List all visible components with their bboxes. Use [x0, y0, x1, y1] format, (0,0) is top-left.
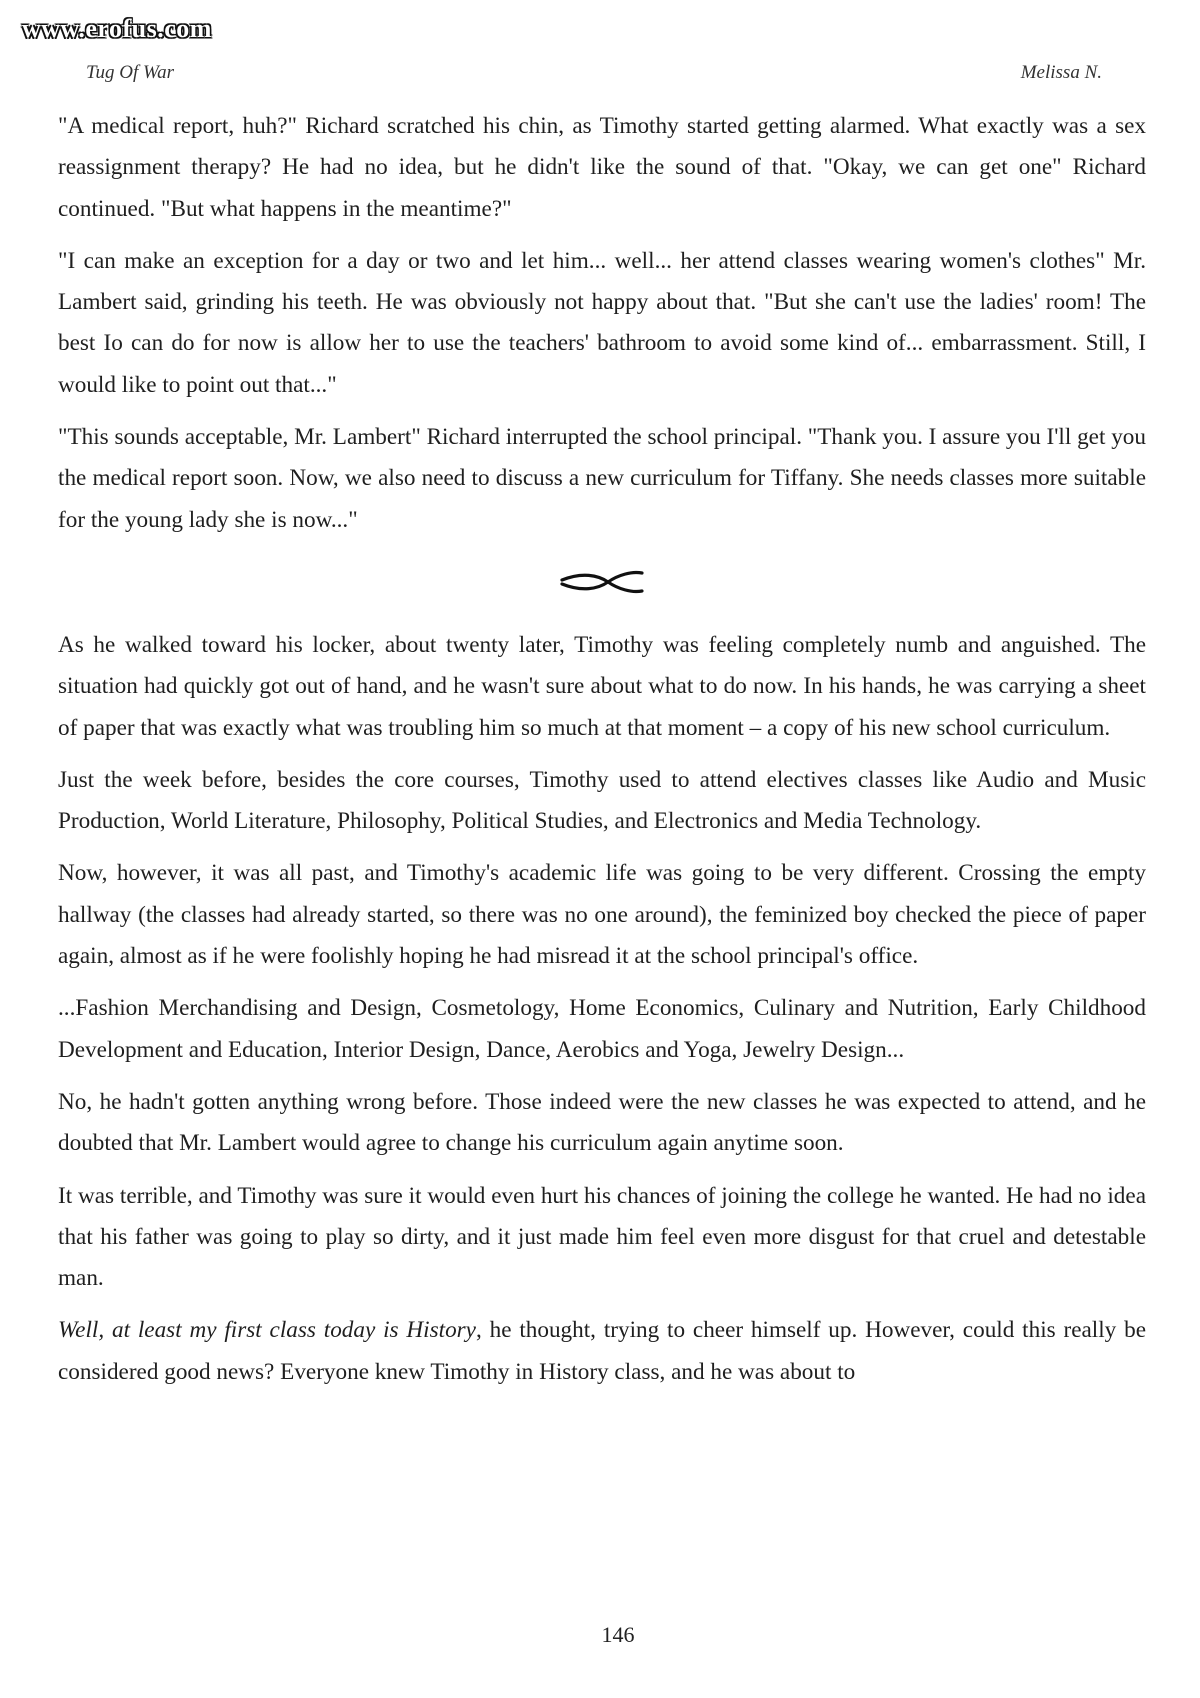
- paragraph: It was terrible, and Timothy was sure it would even hurt his chances of joining the college he wanted. He had no idea that his father was going to play so dirty, and it just made him feel even more disgust for that cruel and detestable man.: [58, 1182, 1146, 1292]
- paragraph: "This sounds acceptable, Mr. Lambert" Richard interrupted the school principal. "Thank you. I assure you I'll get you the medical report soon. Now, we also need to discuss a new curriculum for Tiffany. She needs classes more suitable for the young lady she is now...": [58, 424, 1146, 533]
- paragraph: As he walked toward his locker, about twenty later, Timothy was feeling completely numb and anguished. The situation had quickly got out of hand, and he wasn't sure about what to do now. In his hands, he was carrying a sheet of paper that was exactly what was troubling him so much at that moment – a copy of his new school curriculum.: [58, 632, 1146, 741]
- paragraph: "A medical report, huh?" Richard scratched his chin, as Timothy started getting alarmed. What exactly was a sex reassignment therapy? He had no idea, but he didn't like the sound of that. "Okay, we can get one" Richard continued. "But what happens in the meantime?": [58, 113, 1146, 222]
- section-separator-icon: [560, 567, 644, 597]
- paragraph-continuation: , he thought, trying to cheer himself up. However, could this really be considered good news? Everyone knew Timothy in History class, and he was about to: [58, 1317, 1146, 1385]
- site-watermark: www.erofus.com: [22, 14, 212, 43]
- text-section-before: [58, 106, 1146, 552]
- author-name: Melissa N.: [1020, 62, 1102, 83]
- paragraph: ...Fashion Merchandising and Design, Cosmetology, Home Economics, Culinary and Nutrition, Early Childhood Development and Education, Interior Design, Dance, Aerobics and Yoga, Jewelry Design...: [58, 995, 1146, 1063]
- paragraph: Just the week before, besides the core courses, Timothy used to attend electives classes like Audio and Music Production, World Literature, Philosophy, Political Studies, and Electronics and Media Technology.: [58, 766, 1146, 835]
- italic-thought: Well, at least my first class today is History: [58, 1317, 476, 1344]
- text-section-after: [58, 625, 1146, 1404]
- page-number: 146: [601, 1622, 635, 1647]
- paragraph: "I can make an exception for a day or two and let him... well... her attend classes wearing women's clothes" Mr. Lambert said, grinding his teeth. He was obviously not happy about that. "But she can't use the ladies' room! The best Io can do for now is allow her to use the teachers' bathroom to avoid some kind of... embarrassment. Still, I would like to point out that...": [58, 247, 1146, 398]
- paragraph: No, he hadn't gotten anything wrong before. Those indeed were the new classes he was expected to attend, and he doubted that Mr. Lambert would agree to change his curriculum again anytime soon.: [58, 1088, 1146, 1157]
- paragraph: Now, however, it was all past, and Timothy's academic life was going to be very different. Crossing the empty hallway (the classes had already started, so there was no one around), the feminized boy checked the piece of paper again, almost as if he were foolishly hoping he had misread it at the school principal's office.: [58, 860, 1146, 970]
- paragraph-last: [58, 1310, 1146, 1393]
- book-title: Tug Of War: [86, 62, 174, 83]
